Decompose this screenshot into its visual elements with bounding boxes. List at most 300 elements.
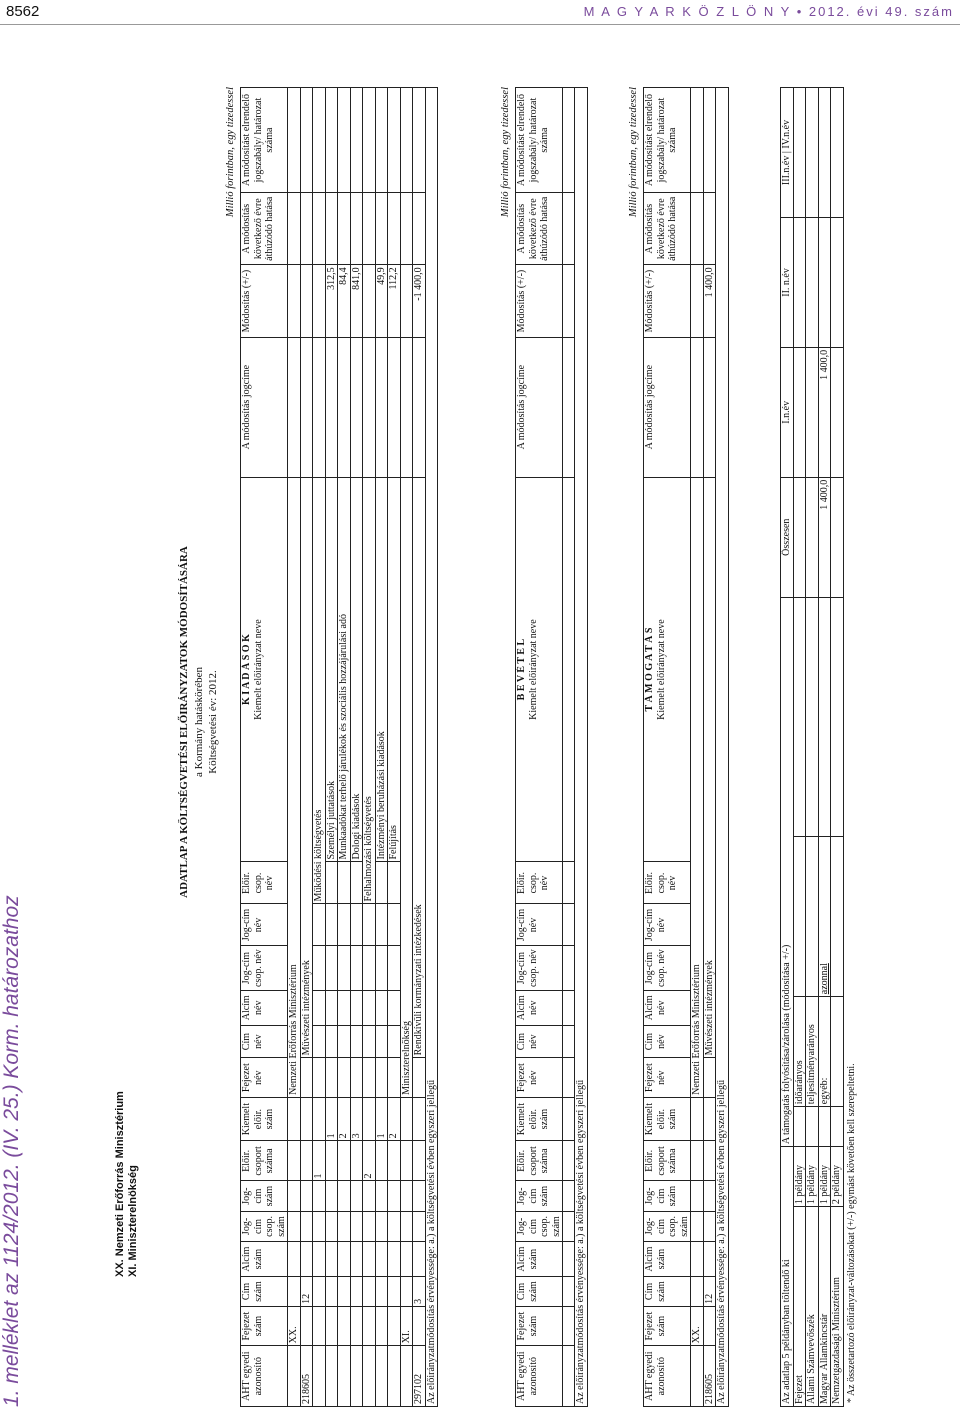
row-cell bbox=[325, 904, 338, 946]
row-cell bbox=[325, 1025, 338, 1058]
row-cell bbox=[350, 337, 363, 477]
recipient-copies: 1 példány bbox=[793, 1147, 806, 1207]
col-kovetkezo: A módosítás következő évre áthúzódó hatása bbox=[644, 193, 691, 265]
row-cim: 12 bbox=[703, 1277, 716, 1307]
row-cell bbox=[288, 193, 301, 265]
row-cell bbox=[363, 1097, 376, 1140]
recipient-name: Fejezet bbox=[793, 1207, 806, 1407]
row-cell bbox=[413, 337, 426, 477]
table-row bbox=[413, 88, 426, 1407]
row-cell bbox=[325, 1277, 338, 1307]
row-cell bbox=[400, 1141, 413, 1181]
row-value bbox=[400, 265, 413, 337]
distribution-row-4 bbox=[831, 88, 844, 1407]
row-cell bbox=[375, 337, 388, 477]
row-value: 112,2 bbox=[388, 265, 401, 337]
col-modositas: Módosítás (+/-) bbox=[241, 265, 288, 337]
row-cell bbox=[363, 1346, 376, 1407]
table-row bbox=[703, 88, 716, 1407]
option-idoaranyos: időarányos bbox=[793, 997, 806, 1107]
ministry-2: XI. Miniszterelnökség bbox=[127, 1165, 139, 1277]
col-cimnev: Cím név bbox=[241, 1025, 288, 1058]
row-name: Működési költségvetés bbox=[313, 477, 326, 904]
col-jogcimnev: Jog-cím név bbox=[644, 904, 691, 946]
recipient-name: Magyar Államkincstár bbox=[818, 1207, 831, 1407]
doc-title: ADATLAP A KÖLTSÉGVETÉSI ELŐIRÁNYZATOK MÓDOSÍTÁSÁRA bbox=[178, 546, 190, 898]
row-cell bbox=[338, 1141, 351, 1181]
distribution-table bbox=[780, 87, 844, 1407]
row-cell bbox=[388, 904, 401, 946]
row-cim: 12 bbox=[300, 1277, 313, 1307]
row-cell bbox=[400, 1242, 413, 1277]
row-fejezet: XX. bbox=[691, 1306, 704, 1346]
row-cell bbox=[300, 88, 313, 193]
row-cell bbox=[375, 1211, 388, 1241]
tamogatas-validity-row bbox=[716, 88, 729, 1407]
row-cell bbox=[313, 1346, 326, 1407]
schedule-total-label: Összesen bbox=[781, 477, 794, 597]
row-cell bbox=[691, 1242, 704, 1277]
row-cell bbox=[703, 337, 716, 477]
row-cell bbox=[363, 946, 376, 990]
col-eloircsop: Előir. csoport száma bbox=[644, 1141, 691, 1181]
table-row bbox=[388, 88, 401, 1407]
recipient-copies: 1 példány bbox=[806, 1147, 819, 1207]
row-cell bbox=[375, 904, 388, 946]
row-cell bbox=[375, 1058, 388, 1098]
row-value bbox=[363, 265, 376, 337]
row-cell bbox=[325, 990, 338, 1025]
row-name: Művészeti intézmények bbox=[300, 477, 313, 1058]
row-cell bbox=[703, 1306, 716, 1346]
row-cell bbox=[400, 1181, 413, 1211]
row-cell bbox=[325, 1058, 338, 1098]
bevetel-validity: Az előirányzatmódosítás érvényessége: a.) a költségvetési évben egyszeri jellegű bbox=[575, 88, 588, 1407]
row-cell bbox=[300, 1211, 313, 1241]
kiadasok-validity-row bbox=[425, 88, 438, 1407]
row-cell bbox=[388, 337, 401, 477]
col-fejezet: Fejezet szám bbox=[644, 1306, 691, 1346]
row-name: Személyi juttatások bbox=[325, 477, 338, 862]
tamogatas-table bbox=[643, 87, 729, 1407]
col-eloirnev: Előir. csop. név bbox=[516, 862, 563, 904]
col-alcim: Alcím szám bbox=[516, 1242, 563, 1277]
row-cell bbox=[413, 1181, 426, 1211]
row-name: Munkaadókat terhelő járulékok és szociális hozzájárulási adó bbox=[338, 477, 351, 862]
row-cell bbox=[691, 1277, 704, 1307]
col-jogcimnev: Jog-cím név bbox=[241, 904, 288, 946]
row-cell bbox=[350, 88, 363, 193]
bevetel-header-row bbox=[516, 88, 563, 1407]
row-value bbox=[300, 265, 313, 337]
distribution-header-row bbox=[781, 88, 794, 1407]
row-cell bbox=[313, 193, 326, 265]
row-cell bbox=[338, 1346, 351, 1407]
row-name: Felhalmozási költségvetés bbox=[363, 477, 376, 904]
row-cell bbox=[350, 1211, 363, 1241]
col-cim: Cím szám bbox=[516, 1277, 563, 1307]
row-cell bbox=[350, 1346, 363, 1407]
section-bevetel: B E V É T E L bbox=[516, 638, 527, 701]
row-aht: 218605 bbox=[703, 1346, 716, 1407]
col-kiemeltnev bbox=[516, 477, 563, 862]
col-jogcime: A módosítás jogcíme bbox=[516, 337, 563, 477]
row-cell bbox=[400, 193, 413, 265]
row-cell bbox=[325, 1346, 338, 1407]
row-cell bbox=[413, 1242, 426, 1277]
table-row bbox=[325, 88, 338, 1407]
row-cell bbox=[313, 88, 326, 193]
row-cell bbox=[388, 1025, 401, 1058]
row-name: Miniszterelnökség bbox=[400, 477, 413, 1097]
row-cell bbox=[313, 1181, 326, 1211]
row-cell bbox=[363, 1242, 376, 1277]
row-name: Felújítás bbox=[388, 477, 401, 862]
row-cell bbox=[363, 88, 376, 193]
col-jogcime: A módosítás jogcíme bbox=[241, 337, 288, 477]
row-cell bbox=[388, 1181, 401, 1211]
row-cell bbox=[388, 1242, 401, 1277]
row-cell bbox=[388, 193, 401, 265]
row-cell bbox=[350, 1141, 363, 1181]
footnote: * Az összetartozó előirányzat-változásokat (+/-) egymást követően kell szerepeltetni. bbox=[846, 1063, 857, 1403]
col-aht: ÁHT egyedi azonosító bbox=[516, 1346, 563, 1407]
col-jogcsop: Jog-cím csop. szám bbox=[644, 1211, 691, 1241]
recipient-copies: 1 példány bbox=[818, 1147, 831, 1207]
col-alcim: Alcím szám bbox=[241, 1242, 288, 1277]
col-kiemelt: Kiemelt előir. szám bbox=[644, 1097, 691, 1140]
tamogatas-body bbox=[691, 88, 716, 1407]
row-cell bbox=[338, 193, 351, 265]
row-cell bbox=[338, 946, 351, 990]
table-row bbox=[400, 88, 413, 1407]
option-egyeb: egyéb: bbox=[818, 997, 831, 1107]
row-cell bbox=[325, 337, 338, 477]
row-cell bbox=[338, 1181, 351, 1211]
row-name: Művészeti intézmények bbox=[703, 477, 716, 1058]
row-cell bbox=[703, 1211, 716, 1241]
row-cell bbox=[703, 1181, 716, 1211]
row-cell bbox=[300, 1306, 313, 1346]
row-cell bbox=[313, 1058, 326, 1098]
row-cell bbox=[300, 1181, 313, 1211]
row-cell bbox=[400, 337, 413, 477]
quarter-4-label: IV.n.év bbox=[781, 119, 792, 149]
row-cell bbox=[413, 193, 426, 265]
row-aht: 297102 bbox=[413, 1346, 426, 1407]
unit-label-kiadasok: Millió forintban, egy tizedessel bbox=[225, 87, 236, 218]
col-jogcimnev: Jog-cím név bbox=[516, 904, 563, 946]
row-cell bbox=[338, 1058, 351, 1098]
row-cell bbox=[288, 1141, 301, 1181]
col-alcimnev: Alcím név bbox=[644, 990, 691, 1025]
row-eloircsop: 1 bbox=[313, 1141, 326, 1181]
row-cell bbox=[413, 1306, 426, 1346]
col-fejezet: Fejezet szám bbox=[241, 1306, 288, 1346]
kiadasok-validity: Az előirányzatmódosítás érvényessége: a.) a költségvetési évben egyszeri jellegű bbox=[425, 88, 438, 1407]
row-cell bbox=[691, 193, 704, 265]
col-modositas: Módosítás (+/-) bbox=[644, 265, 691, 337]
row-cell bbox=[313, 1211, 326, 1241]
row-cell bbox=[703, 88, 716, 193]
row-cell bbox=[325, 1306, 338, 1346]
col-jogcime: A módosítás jogcíme bbox=[644, 337, 691, 477]
row-cell bbox=[388, 1346, 401, 1407]
row-name: Intézményi beruházási kiadások bbox=[375, 477, 388, 862]
row-cell bbox=[288, 1211, 301, 1241]
row-cell bbox=[300, 1058, 313, 1098]
row-value: 1 400,0 bbox=[703, 265, 716, 337]
option-azonnal: azonnal bbox=[818, 837, 831, 997]
row-cell bbox=[375, 1242, 388, 1277]
row-cell bbox=[691, 337, 704, 477]
row-cell bbox=[375, 88, 388, 193]
unit-label-bevetel: Millió forintban, egy tizedessel bbox=[500, 87, 511, 218]
page-header bbox=[0, 0, 960, 25]
row-cell bbox=[313, 946, 326, 990]
row-cell bbox=[350, 193, 363, 265]
col-jogcim: Jog-cím szám bbox=[516, 1181, 563, 1211]
row-cell bbox=[703, 193, 716, 265]
row-cell bbox=[375, 1141, 388, 1181]
ministry-1: XX. Nemzeti Erőforrás Minisztérium bbox=[114, 1091, 126, 1277]
recipient-name: Állami Számvevőszék bbox=[806, 1207, 819, 1407]
quarter-1-value: 1 400,0 bbox=[818, 347, 831, 477]
row-cell bbox=[703, 1097, 716, 1140]
row-cell bbox=[691, 88, 704, 193]
row-name: Nemzeti Erőforrás Minisztérium bbox=[691, 477, 704, 1097]
col-kovetkezo: A módosítás következő évre áthúzódó hatása bbox=[516, 193, 563, 265]
row-cell bbox=[388, 862, 401, 904]
row-cell bbox=[400, 1346, 413, 1407]
row-value: 312,5 bbox=[325, 265, 338, 337]
row-cell bbox=[288, 1097, 301, 1140]
table-row bbox=[691, 88, 704, 1407]
section-kiadasok: K I A D Á S O K bbox=[241, 634, 252, 705]
row-cell bbox=[388, 990, 401, 1025]
row-cell bbox=[350, 1242, 363, 1277]
row-aht bbox=[691, 1346, 704, 1407]
row-cell bbox=[350, 1181, 363, 1211]
row-cell bbox=[338, 1025, 351, 1058]
quarter-1-label: I.n.év bbox=[781, 347, 794, 477]
col-cimnev: Cím név bbox=[644, 1025, 691, 1058]
annex-title: 1. melléklet az 1124/2012. (IV. 25.) Korm. határozathoz bbox=[0, 895, 23, 1407]
col-jogcsopnev: Jog-cím csop. név bbox=[516, 946, 563, 990]
schedule-total-value: 1 400,0 bbox=[818, 477, 831, 597]
col-aht: ÁHT egyedi azonosító bbox=[241, 1346, 288, 1407]
recipient-copies: 2 példány bbox=[831, 1147, 844, 1207]
row-kiemelt: 2 bbox=[388, 1097, 401, 1140]
row-cell bbox=[400, 88, 413, 193]
col-kiemelt: Kiemelt előir. szám bbox=[516, 1097, 563, 1140]
col-jogcsop: Jog-cím csop. szám bbox=[516, 1211, 563, 1241]
doc-subtitle: a Kormány hatáskörében bbox=[193, 667, 205, 777]
bevetel-table bbox=[515, 87, 588, 1407]
row-cell bbox=[375, 1306, 388, 1346]
row-cell bbox=[313, 990, 326, 1025]
row-name: Rendkívüli kormányzati intézkedések bbox=[413, 477, 426, 1058]
kiadasok-header-row bbox=[241, 88, 288, 1407]
row-cell bbox=[313, 1242, 326, 1277]
row-cell bbox=[300, 1242, 313, 1277]
row-cell bbox=[691, 1141, 704, 1181]
row-cell bbox=[300, 337, 313, 477]
row-cell bbox=[350, 904, 363, 946]
tamogatas-header-row bbox=[644, 88, 691, 1407]
col-jogcsopnev: Jog-cím csop. név bbox=[241, 946, 288, 990]
row-cell bbox=[703, 1058, 716, 1098]
table-row bbox=[338, 88, 351, 1407]
col-eloirnev: Előir. csop. név bbox=[241, 862, 288, 904]
row-cell bbox=[388, 1306, 401, 1346]
row-cell bbox=[338, 904, 351, 946]
row-cell bbox=[375, 193, 388, 265]
col-elrendelo: A módosítást elrendelő jogszabály/ határozat száma bbox=[241, 88, 288, 193]
row-cell bbox=[388, 1141, 401, 1181]
row-cell bbox=[288, 88, 301, 193]
quarter-2-label: II. n.év bbox=[781, 218, 794, 348]
row-cell bbox=[350, 946, 363, 990]
col-fejnev: Fejezet név bbox=[644, 1058, 691, 1098]
row-cell bbox=[363, 193, 376, 265]
col-kiemelt: Kiemelt előir. szám bbox=[241, 1097, 288, 1140]
row-cell bbox=[288, 1242, 301, 1277]
row-cell bbox=[313, 1277, 326, 1307]
row-cell bbox=[325, 1242, 338, 1277]
row-cell bbox=[325, 1211, 338, 1241]
table-row bbox=[350, 88, 363, 1407]
kiemelt-label: Kiemelt előirányzat neve bbox=[655, 619, 667, 720]
row-cell bbox=[338, 88, 351, 193]
col-eloircsop: Előir. csoport száma bbox=[516, 1141, 563, 1181]
row-fejezet: XX. bbox=[288, 1306, 301, 1346]
row-cell bbox=[350, 1277, 363, 1307]
row-cell bbox=[703, 1242, 716, 1277]
row-cell bbox=[413, 1097, 426, 1140]
row-cell bbox=[300, 193, 313, 265]
row-cell bbox=[338, 1211, 351, 1241]
row-cell bbox=[325, 88, 338, 193]
journal-title: M A G Y A R K Ö Z L Ö N Y • 2012. évi 49. szám bbox=[583, 4, 954, 19]
quarter-3-4-labels: III.n.év | IV.n.év bbox=[781, 88, 794, 218]
recipient-name: Nemzetgazdasági Minisztérium bbox=[831, 1207, 844, 1407]
row-value: -1 400,0 bbox=[413, 265, 426, 337]
row-cell bbox=[363, 1058, 376, 1098]
row-kiemelt: 1 bbox=[375, 1097, 388, 1140]
col-jogcim: Jog-cím szám bbox=[241, 1181, 288, 1211]
col-kiemeltnev bbox=[644, 477, 691, 862]
row-cell bbox=[413, 88, 426, 193]
bevetel-validity-row bbox=[575, 88, 588, 1407]
distribution-row-3 bbox=[818, 88, 831, 1407]
section-tamogatas: T Á M O G A T Á S bbox=[644, 627, 655, 712]
row-cell bbox=[313, 1306, 326, 1346]
row-value bbox=[313, 265, 326, 337]
col-alcim: Alcím szám bbox=[644, 1242, 691, 1277]
quarter-3-label: III.n.év bbox=[781, 155, 792, 186]
row-cell bbox=[350, 1306, 363, 1346]
row-cim: 3 bbox=[413, 1277, 426, 1307]
row-cell bbox=[325, 193, 338, 265]
row-cell bbox=[350, 1025, 363, 1058]
kiadasok-table bbox=[240, 87, 438, 1407]
row-cell bbox=[350, 1058, 363, 1098]
row-cell bbox=[691, 1181, 704, 1211]
rotated-page bbox=[0, 27, 960, 1417]
row-kiemelt: 3 bbox=[350, 1097, 363, 1140]
col-fejnev: Fejezet név bbox=[516, 1058, 563, 1098]
row-cell bbox=[313, 1025, 326, 1058]
bevetel-empty-row bbox=[563, 88, 575, 1407]
row-cell bbox=[325, 862, 338, 904]
row-cell bbox=[363, 1211, 376, 1241]
row-cell bbox=[400, 1211, 413, 1241]
row-value: 84,4 bbox=[338, 265, 351, 337]
row-cell bbox=[388, 1277, 401, 1307]
distribution-row-2 bbox=[806, 88, 819, 1407]
ministry-list bbox=[114, 1091, 140, 1277]
budget-year: Költségvetési év: 2012. bbox=[207, 670, 219, 774]
row-cell bbox=[338, 337, 351, 477]
row-cell bbox=[375, 946, 388, 990]
col-alcimnev: Alcím név bbox=[241, 990, 288, 1025]
row-cell bbox=[413, 1211, 426, 1241]
col-cimnev: Cím név bbox=[516, 1025, 563, 1058]
row-cell bbox=[288, 1181, 301, 1211]
distribution-row-1 bbox=[793, 88, 806, 1407]
row-cell bbox=[375, 1181, 388, 1211]
kiemelt-label: Kiemelt előirányzat neve bbox=[252, 619, 264, 720]
row-cell bbox=[325, 946, 338, 990]
row-cell bbox=[413, 1058, 426, 1098]
col-cim: Cím szám bbox=[644, 1277, 691, 1307]
row-cell bbox=[400, 1277, 413, 1307]
col-fejnev: Fejezet név bbox=[241, 1058, 288, 1098]
row-fejezet: XI. bbox=[400, 1306, 413, 1346]
row-cell bbox=[388, 946, 401, 990]
row-cell bbox=[413, 1141, 426, 1181]
row-aht: 218605 bbox=[300, 1346, 313, 1407]
kiadasok-body bbox=[288, 88, 426, 1407]
row-value bbox=[691, 265, 704, 337]
row-cell bbox=[338, 862, 351, 904]
col-kiemeltnev bbox=[241, 477, 288, 862]
row-cell bbox=[400, 1097, 413, 1140]
kiemelt-label: Kiemelt előirányzat neve bbox=[527, 619, 539, 720]
row-cell bbox=[375, 1346, 388, 1407]
row-name: Nemzeti Erőforrás Minisztérium bbox=[288, 477, 301, 1097]
table-row bbox=[288, 88, 301, 1407]
row-cell bbox=[313, 337, 326, 477]
row-cell bbox=[350, 990, 363, 1025]
tamogatas-validity: Az előirányzatmódosítás érvényessége: a.) a költségvetési évben egyszeri jellegű bbox=[716, 88, 729, 1407]
row-value bbox=[288, 265, 301, 337]
col-alcimnev: Alcím név bbox=[516, 990, 563, 1025]
col-cim: Cím szám bbox=[241, 1277, 288, 1307]
row-cell bbox=[388, 1211, 401, 1241]
distribution-header: Az adatlap 5 példányban töltendő ki bbox=[781, 1147, 794, 1407]
row-cell bbox=[363, 904, 376, 946]
row-cell bbox=[338, 1242, 351, 1277]
row-cell bbox=[300, 1141, 313, 1181]
row-cell bbox=[288, 337, 301, 477]
row-cell bbox=[350, 862, 363, 904]
col-eloircsop: Előir. csoport száma bbox=[241, 1141, 288, 1181]
row-cell bbox=[300, 1097, 313, 1140]
row-cell bbox=[375, 1277, 388, 1307]
schedule-header: A támogatás folyósítása/zárolása (módosítása +/-) bbox=[781, 597, 794, 1147]
